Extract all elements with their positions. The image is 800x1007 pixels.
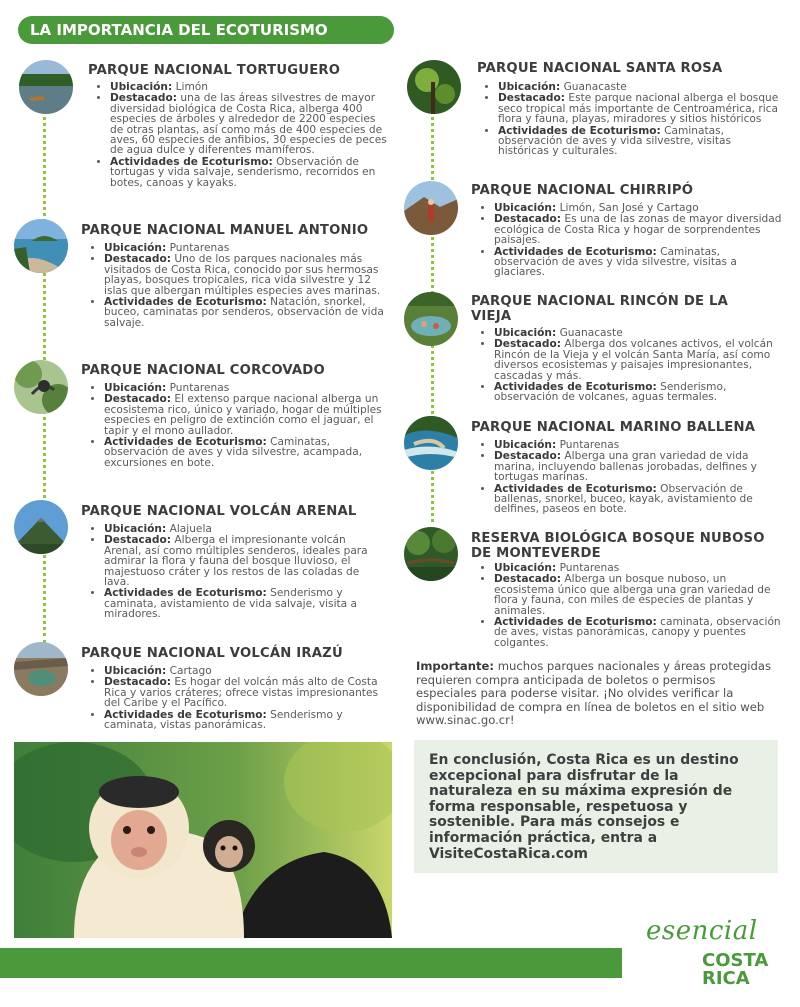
park-title: PARQUE NACIONAL MARINO BALLENA — [471, 420, 756, 435]
irazu-photo — [14, 642, 68, 696]
activities-item: • Actividades de Ecoturismo: Caminatas, observación de aves y vida silvestre, visitas históricas y culturales. — [498, 126, 784, 157]
tortuguero-photo — [19, 60, 73, 114]
highlight-item: • Destacado: Alberga el impresionante volcán Arenal, así como múltiples senderos, ideales para admirar la flora y fauna del bosque lluvioso, el majestuoso cráter y los restos de las coladas de lava. — [104, 535, 384, 587]
esencial-costa-rica-logo — [646, 912, 798, 1002]
highlight-item: • Destacado: Alberga un bosque nuboso, un ecosistema único que alberga una gran variedad de flora y fauna, con miles de especies de plantas y animales. — [494, 574, 784, 616]
park-chirripo — [404, 181, 782, 281]
location-item: • Ubicación: Limón, San José y Cartago — [494, 203, 784, 213]
activities-item: • Actividades de Ecoturismo: Observación de ballenas, snorkel, buceo, kayak, avistamiento de delfines, paseos en bote. — [494, 484, 784, 515]
park-title: PARQUE NACIONAL VOLCÁN ARENAL — [81, 504, 357, 519]
park-volcan-irazu — [14, 642, 384, 732]
park-corcovado — [14, 360, 384, 480]
park-title: PARQUE NACIONAL CORCOVADO — [81, 363, 325, 378]
highlight-item: • Destacado: Es hogar del volcán más alto de Costa Rica y varios cráteres; ofrece vistas impresionantes del Caribe y el Pacífico. — [104, 677, 384, 708]
activities-item: • Actividades de Ecoturismo: Senderismo y caminata, vistas panorámicas. — [104, 710, 384, 731]
activities-item: • Actividades de Ecoturismo: Caminatas, observación de aves y vida silvestre, visitas a glaciares. — [494, 247, 784, 278]
activities-item: • Actividades de Ecoturismo: Senderismo y caminata, avistamiento de vida salvaje, visita a miradores. — [104, 588, 384, 619]
park-marino-ballena — [404, 416, 776, 516]
activities-item: • Actividades de Ecoturismo: caminata, observación de aves, vistas panorámicas, canopy y puentes colgantes. — [494, 617, 784, 648]
park-tortuguero — [19, 60, 387, 200]
section-title: LA IMPORTANCIA DEL ECOTURISMO — [30, 21, 328, 39]
park-title: PARQUE NACIONAL VOLCÁN IRAZÚ — [81, 646, 343, 661]
location-item: • Ubicación: Guanacaste — [494, 328, 784, 338]
location-item: • Ubicación: Puntarenas — [494, 563, 784, 573]
location-item: • Ubicación: Alajuela — [104, 524, 384, 534]
highlight-item: • Destacado: Este parque nacional alberga el bosque seco tropical más importante de Centroamérica, rica flora y fauna, playas, miradores y sitios históricos — [498, 93, 784, 124]
monteverde-photo — [404, 527, 458, 581]
park-santa-rosa — [407, 60, 777, 170]
important-text: muchos parques nacionales y áreas protegidas requieren compra anticipada de boletos o permisos especiales para poderse visitar. ¡No olvides verificar la disponibilidad de compra en línea de boletos en el sitio web www.sinac.go.cr! — [416, 659, 772, 728]
location-item: • Ubicación: Cartago — [104, 666, 384, 676]
park-title: PARQUE NACIONAL MANUEL ANTONIO — [81, 223, 369, 238]
activities-item: • Actividades de Ecoturismo: Observación de tortugas y vida salvaje, senderismo, recorridos en botes, canoas y kayaks. — [110, 157, 388, 188]
park-title: PARQUE NACIONAL TORTUGUERO — [88, 63, 341, 78]
santa-rosa-photo — [407, 60, 461, 114]
park-volcan-arenal — [14, 500, 384, 620]
activities-item: • Actividades de Ecoturismo: Senderismo, observación de volcanes, aguas termales. — [494, 382, 784, 403]
location-item: • Ubicación: Puntarenas — [104, 243, 384, 253]
rincon-photo — [404, 292, 458, 346]
park-title: PARQUE NACIONAL RINCÓN DE LA VIEJA — [471, 294, 728, 324]
important-note — [416, 660, 778, 728]
logo-wordmark: COSTA RICA — [702, 950, 769, 989]
park-title: PARQUE NACIONAL CHIRRIPÓ — [471, 183, 694, 198]
activities-item: • Actividades de Ecoturismo: Natación, snorkel, buceo, caminatas por senderos, observación de vida salvaje. — [104, 297, 384, 328]
important-label: Importante: — [416, 659, 495, 673]
section-title-banner — [18, 16, 394, 44]
chirripo-photo — [404, 181, 458, 235]
conclusion-text: En conclusión, Costa Rica es un destino excepcional para disfrutar de la naturaleza en su máxima expresión de forma responsable, respetuosa y sostenible. Para más consejos e información práctica, entra a VisiteCostaRica.com — [429, 752, 739, 862]
footer-bar — [0, 948, 622, 978]
park-title: PARQUE NACIONAL SANTA ROSA — [477, 61, 723, 76]
location-item: • Ubicación: Guanacaste — [498, 82, 784, 92]
park-manuel-antonio — [14, 219, 384, 339]
highlight-item: • Destacado: Es una de las zonas de mayor diversidad ecológica de Costa Rica y hogar de sorprendentes paisajes. — [494, 214, 784, 245]
logo-script: esencial — [646, 916, 758, 946]
highlight-item: • Destacado: Uno de los parques nacionales más visitados de Costa Rica, conocido por sus hermosas playas, bosques tropicales, rica vida silvestre y 12 islas que albergan múltiples especies aves marinas. — [104, 254, 384, 296]
highlight-item: • Destacado: Alberga una gran variedad de vida marina, incluyendo ballenas jorobadas, delfines y tortugas marinas. — [494, 451, 784, 482]
park-rincon-de-la-vieja — [404, 292, 776, 402]
highlight-item: • Destacado: El extenso parque nacional alberga un ecosistema rico, único y variado, hogar de múltiples especies en peligro de extinción como el jaguar, el tapir y el mono aullador. — [104, 394, 382, 436]
highlight-item: • Destacado: Alberga dos volcanes activos, el volcán Rincón de la Vieja y el volcán Santa María, así como diversos ecosistemas y paisajes impresionantes, cascadas y más. — [494, 339, 784, 381]
arenal-photo — [14, 500, 68, 554]
corcovado-photo — [14, 360, 68, 414]
location-item: • Ubicación: Puntarenas — [104, 383, 382, 393]
highlight-item: • Destacado: una de las áreas silvestres de mayor diversidad biológica de Costa Rica, alberga 400 especies de árboles y alrededor de 2200 especies de otras plantas, así como más de 400 especies de aves, 60 especies de anfibios, 30 especies de peces de agua dulce y diferentes mamíferos. — [110, 93, 388, 155]
manuel-antonio-photo — [14, 219, 68, 273]
conclusion-panel — [414, 740, 778, 873]
activities-item: • Actividades de Ecoturismo: Caminatas, observación de aves y vida silvestre, acampada, excursiones en bote. — [104, 437, 382, 468]
park-title: RESERVA BIOLÓGICA BOSQUE NUBOSO DE MONTEVERDE — [471, 531, 765, 561]
capuchin-monkey-photo — [14, 742, 392, 938]
marino-ballena-photo — [404, 416, 458, 470]
location-item: • Ubicación: Limón — [110, 82, 388, 92]
location-item: • Ubicación: Puntarenas — [494, 440, 784, 450]
park-monteverde — [404, 527, 781, 649]
